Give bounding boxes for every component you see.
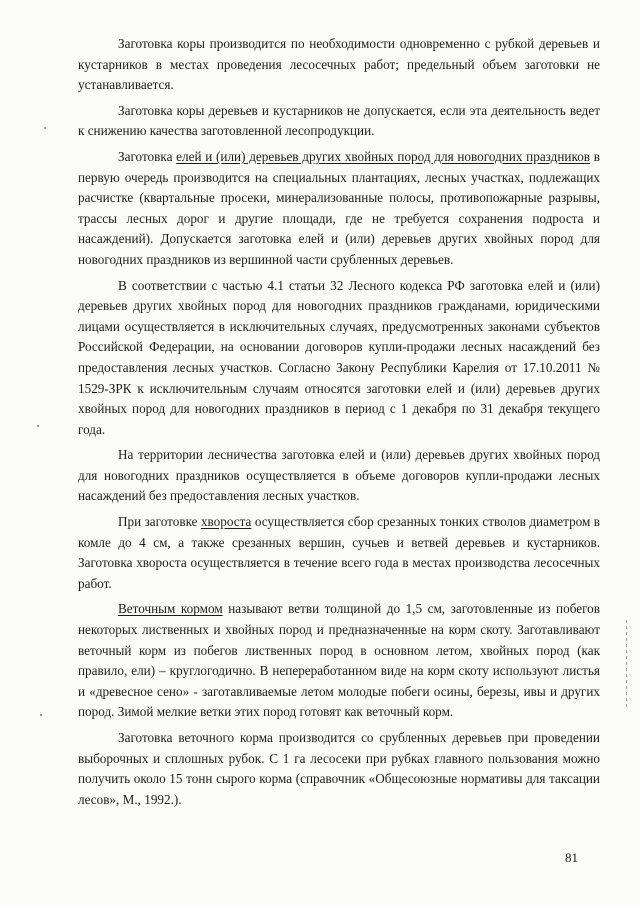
scan-speck [44,127,46,129]
text-segment: осуществляется сбор срезанных тонких стволов диаметром в комле до 4 см, а также срезанных вершин, сучьев и ветвей деревьев и кустарников. Заготовка хвороста осуществляется в течение всего года в местах производства лесосечных работ. [78,514,600,591]
paragraph-7 [78,599,600,723]
underlined-term: хвороста [200,514,252,530]
paragraph-2 [78,101,600,142]
paragraph-4 [78,276,600,441]
paragraph-3 [78,147,600,271]
text-segment: Заготовка коры производится по необходимости одновременно с рубкой деревьев и кустарников в местах проведения лесосечных работ; предельный объем заготовки не устанавливается. [78,36,600,93]
underlined-term: елей и (или) деревьев других хвойных пород для новогодних праздников [176,148,591,164]
scan-speck [37,425,39,427]
paragraph-8 [78,728,600,810]
text-segment: Заготовка веточного корма производится со срубленных деревьев при проведении выборочных и сплошных рубок. С 1 га лесосеки при рубках главного пользования можно получить около 15 тонн сырого корма (справочник «Общесоюзные нормативы для таксации лесов», М., 1992.). [78,730,600,807]
scan-edge-line [626,620,627,710]
paragraph-6 [78,512,600,594]
text-segment: Заготовка [118,148,177,164]
text-segment: Заготовка коры деревьев и кустарников не допускается, если эта деятельность ведет к снижению качества заготовленной лесопродукции. [78,102,600,139]
paragraph-1 [78,34,600,96]
text-segment: В соответствии с частью 4.1 статьи 32 Лесного кодекса РФ заготовка елей и (или) деревьев других хвойных пород для новогодних праздников гражданами, юридическими лицами осуществляется в исключительных случаях, предусмотренных законами субъектов Российской Федерации, на основании договоров купли-продажи лесных насаждений без предоставления лесных участков. Согласно Закону Республики Карелия от 17.10.2011 № 1529-ЗРК к исключительным случаям относятся заготовки елей и (или) деревьев других хвойных пород для новогодних праздников в период с 1 декабря по 31 декабря текущего года. [78,277,600,437]
text-segment: При заготовке [118,514,201,530]
paragraph-5 [78,445,600,507]
text-segment: называют ветви толщиной до 1,5 см, заготовленные из побегов некоторых лиственных и хвойных пород и предназначенные на корм скоту. Заготавливают веточный корм из побегов лиственных пород в основном летом, хвойных пород (как правило, ели) – круглогодично. В непереработанном виде на корм скоту используют листья и «древесное сено» - заготавливаемые летом молодые побеги осины, березы, ивы и других пород. Зимой мелкие ветки этих пород готовят как веточный корм. [78,601,600,720]
underlined-term: Веточным кормом [118,601,223,617]
scan-speck [40,714,42,716]
text-segment: На территории лесничества заготовка елей и (или) деревьев других хвойных пород для новогодних праздников осуществляется в объеме договоров купли-продажи лесных насаждений без предоставления лесных участков. [78,447,600,504]
page-number: 81 [565,850,578,865]
text-segment: в первую очередь производится на специальных плантациях, лесных участках, подлежащих расчистке (квартальные просеки, минерализованные полосы, противопожарные разрывы, трассы лесных дорог и другие площади, где не требуется сохранения подроста и насаждений). Допускается заготовка елей и (или) деревьев других хвойных пород для новогодних праздников из вершинной части срубленных деревьев. [78,148,600,267]
document-body [78,34,600,815]
